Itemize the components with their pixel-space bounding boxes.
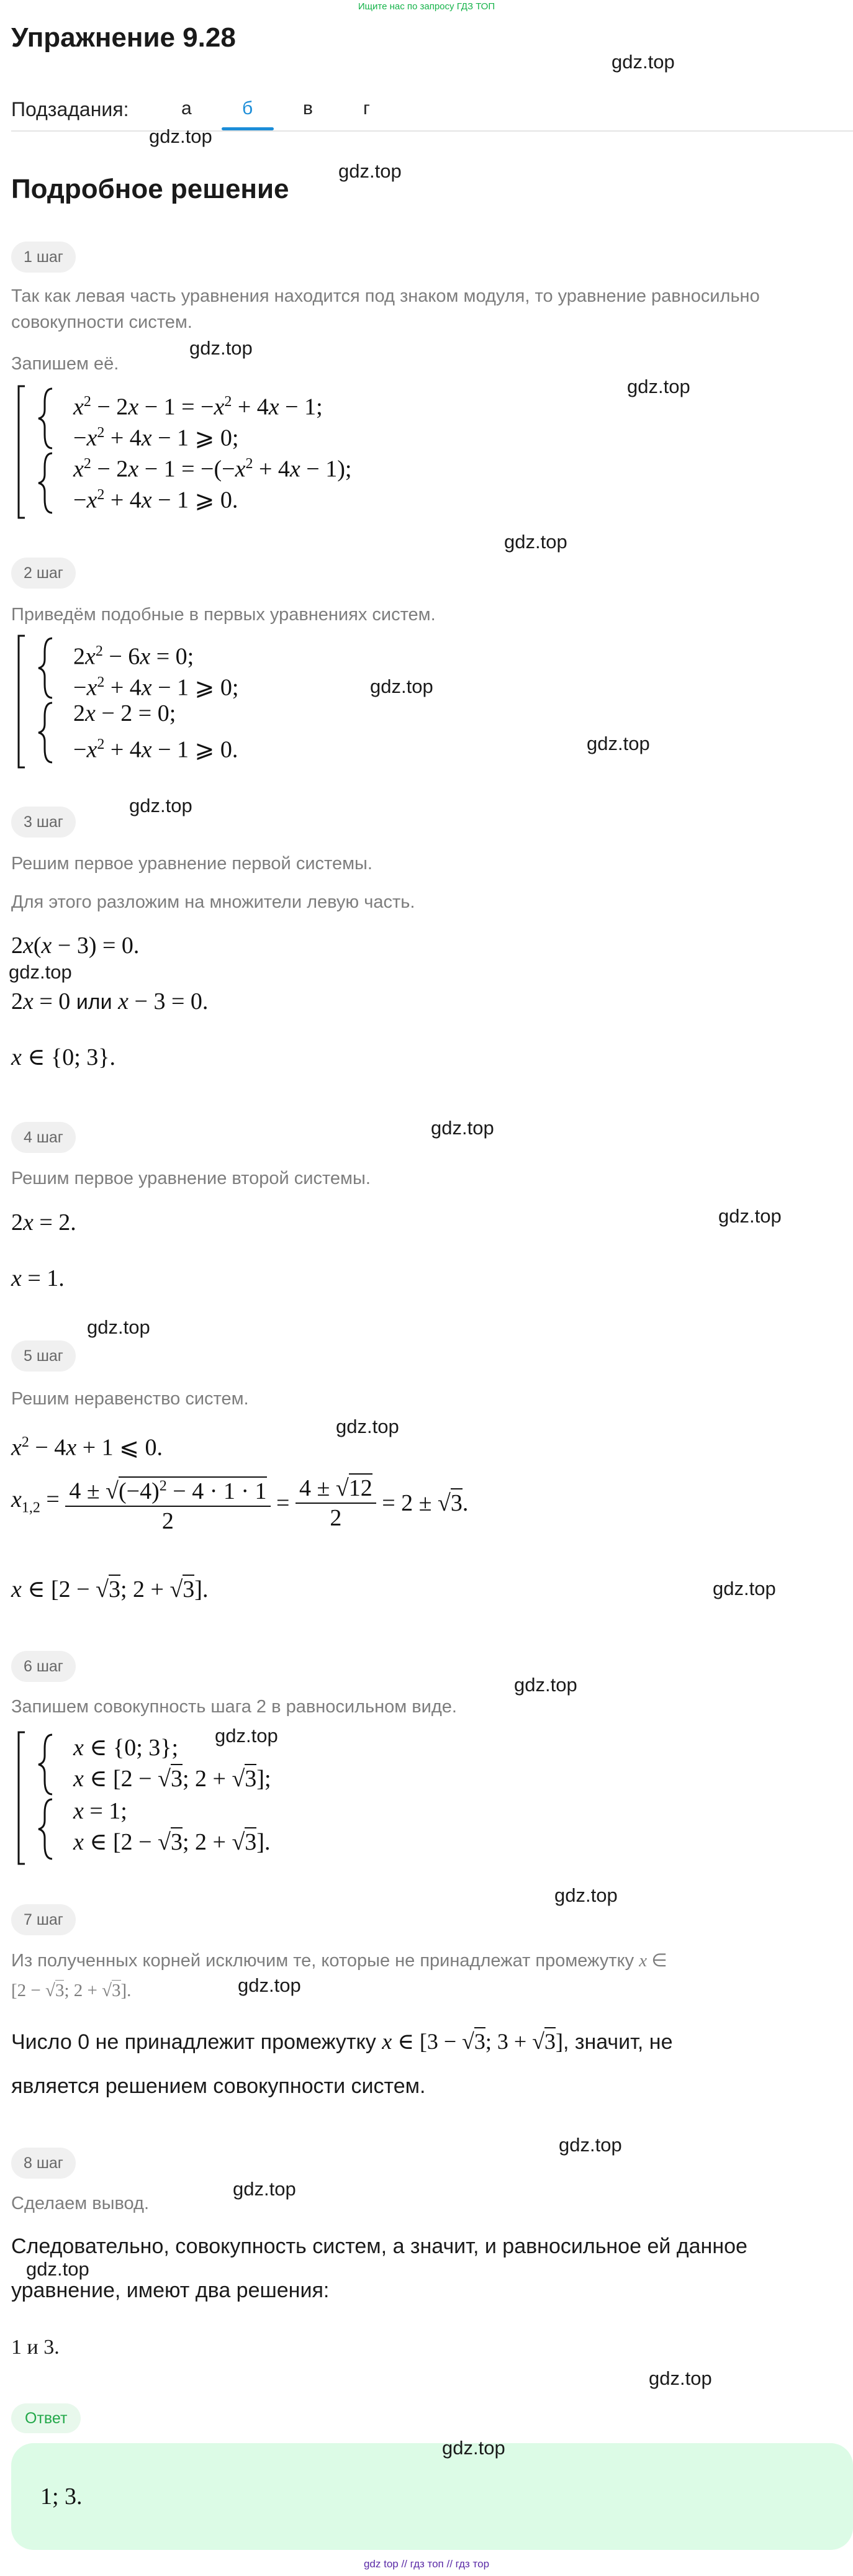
step-conclusion: Число 0 не принадлежит промежутку x ∈ [3 − √3; 3 + √3], значит, не [11,2026,672,2058]
watermark: gdz.top [612,51,675,73]
answer-badge: Ответ [11,2403,81,2433]
step-text: Запишем совокупность шага 2 в равносильном виде. [11,1697,457,1717]
equation: $-x^2 + 4x - 1$ ⩾ 0. [73,736,238,763]
equation: 2x(x − 3) = 0. [11,933,140,959]
step-badge: 3 шаг [11,807,76,838]
watermark: gdz.top [442,2437,505,2459]
tabs-divider [11,130,853,132]
step-text: Следовательно, совокупность систем, а значит, и равносильное ей данное [11,2235,747,2258]
watermark: gdz.top [336,1416,399,1437]
step-text: Решим первое уравнение второй системы. [11,1168,371,1188]
step-text: Сделаем вывод. [11,2194,150,2213]
equation: 2x = 0 или x − 3 = 0. [11,988,209,1015]
tab-v[interactable]: в [303,98,313,119]
system-brackets [16,1730,66,1866]
step-badge: 7 шаг [11,1904,76,1935]
watermark: gdz.top [554,1884,618,1906]
step-text: Так как левая часть уравнения находится под знаком модуля, то уравнение равносильно совокупности систем. [11,286,760,332]
step-text: Решим первое уравнение первой системы. [11,854,372,874]
step-badge: 5 шаг [11,1340,76,1372]
equation: x = 1. [11,1265,65,1291]
step-badge: 6 шаг [11,1651,76,1682]
equation: x ∈ [2 − √3; 2 + √3]. [11,1574,208,1605]
equation: $x^2 - 2x - 1 = -x^2 + 4x - 1$; [73,394,323,420]
watermark: gdz.top [26,2258,89,2280]
step-badge: 8 шаг [11,2148,76,2179]
equation: x ∈ [2 − √3; 2 + √3]; [73,1763,271,1794]
tab-g[interactable]: г [363,98,370,119]
step-text: Запишем её. [11,354,119,374]
watermark: gdz.top [504,531,567,553]
answer-value: 1; 3. [40,2483,83,2510]
watermark: gdz.top [587,733,650,754]
step-text: Решим неравенство систем. [11,1389,249,1409]
equation: $-x^2 + 4x - 1$ ⩾ 0. [73,487,238,513]
watermark: gdz.top [649,2367,712,2389]
watermark: gdz.top [149,125,212,147]
step-result: 1 и 3. [11,2336,60,2359]
or-word: или [76,990,112,1014]
watermark: gdz.top [431,1117,494,1139]
step-text: является решением совокупности систем. [11,2074,426,2098]
section-title: Подробное решение [11,174,289,204]
equation: x = 1; [73,1798,127,1824]
watermark: gdz.top [559,2134,622,2156]
equation: 2x − 2 = 0; [73,700,176,726]
equation: $x^2 - 2x - 1 = -(-x^2 + 4x - 1)$; [73,456,352,482]
equation: $x^2 - 4x + 1$ ⩽ 0. [11,1434,163,1461]
tab-a[interactable]: а [181,98,192,119]
step-badge: 4 шаг [11,1122,76,1153]
equation: x ∈ [2 − √3; 2 + √3]. [73,1827,270,1858]
equation: $x_{1,2}$ = $\frac{4 \pm √(-4)^2 - 4 \cdot 1 \cdot 1}{2}$ = $\frac{4 \pm √12}{2}$ = 2 ± √3. [11,1471,468,1535]
watermark: gdz.top [129,795,192,816]
system-brackets [16,633,66,770]
step-badge: 1 шаг [11,242,76,273]
watermark: gdz.top [718,1205,782,1227]
watermark: gdz.top [189,337,253,359]
equation: x ∈ {0; 3}; [73,1735,179,1761]
watermark: gdz.top [338,160,402,182]
equation: 2x = 2. [11,1209,76,1236]
step-badge: 2 шаг [11,558,76,589]
step-interval: [2 − √3; 2 + √3]. [11,1981,132,2000]
step-text: Для этого разложим на множители левую часть. [11,892,415,912]
footer-links[interactable]: gdz top // гдз топ // гдз тор [363,2558,490,2570]
step-text: уравнение, имеют два решения: [11,2279,330,2302]
equation: $-x^2 + 4x - 1$ ⩾ 0; [73,674,239,701]
watermark: gdz.top [238,1974,301,1996]
equation: x ∈ {0; 3}. [11,1044,116,1070]
watermark: gdz.top [215,1725,278,1747]
watermark: gdz.top [233,2178,296,2200]
subtasks-label: Подзадания: [11,98,129,120]
watermark: gdz.top [9,961,72,983]
equation: $-x^2 + 4x - 1$ ⩾ 0; [73,425,239,451]
answer-box [11,2443,853,2550]
equation: $2x^2 - 6x = 0$; [73,643,194,670]
step-text: Из полученных корней исключим те, которые не принадлежат промежутку x ∈ [11,1951,667,1971]
watermark: gdz.top [514,1674,577,1696]
watermark: gdz.top [87,1316,150,1338]
system-brackets [16,384,66,520]
watermark: gdz.top [713,1578,776,1599]
page-title: Упражнение 9.28 [11,22,236,53]
watermark: gdz.top [370,676,433,697]
watermark: gdz.top [627,376,690,397]
top-banner[interactable]: Ищите нас по запросу ГДЗ ТОП [358,1,495,12]
tab-b[interactable]: б [242,98,253,119]
step-text: Приведём подобные в первых уравнениях систем. [11,605,436,625]
